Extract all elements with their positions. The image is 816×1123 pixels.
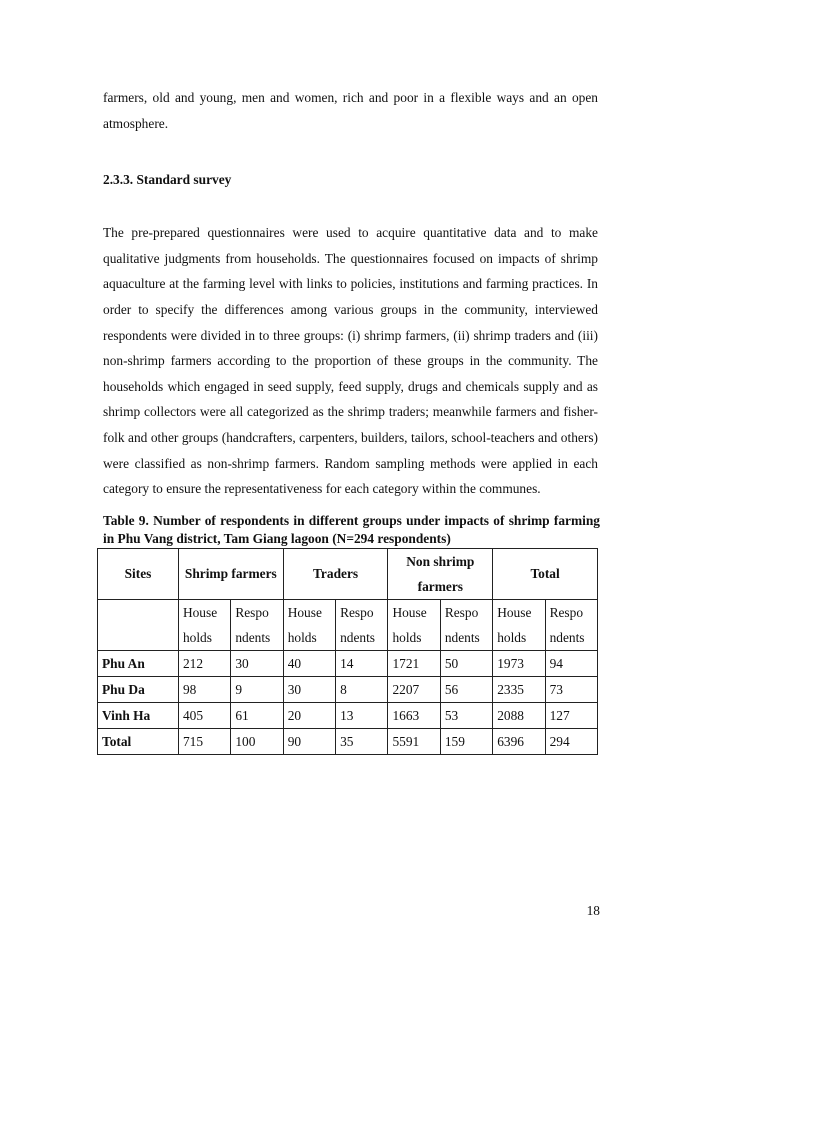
cell-total-households: 1973 bbox=[493, 650, 545, 676]
table-subheader-row bbox=[98, 599, 598, 650]
cell-shrimp-respondents: 100 bbox=[231, 728, 283, 754]
respondents-table bbox=[97, 548, 598, 755]
cell-shrimp-households: 715 bbox=[178, 728, 230, 754]
cell-total-households: 6396 bbox=[493, 728, 545, 754]
subheader-respondents: Respo ndents bbox=[545, 599, 597, 650]
cell-nonshrimp-households: 2207 bbox=[388, 676, 440, 702]
subheader-respondents: Respo ndents bbox=[336, 599, 388, 650]
cell-nonshrimp-households: 1663 bbox=[388, 702, 440, 728]
row-site: Vinh Ha bbox=[98, 702, 179, 728]
subheader-households: House holds bbox=[283, 599, 335, 650]
table-row-total bbox=[98, 728, 598, 754]
cell-total-households: 2088 bbox=[493, 702, 545, 728]
row-site: Phu An bbox=[98, 650, 179, 676]
cell-total-respondents: 294 bbox=[545, 728, 597, 754]
page-content bbox=[103, 85, 598, 755]
subheader-households: House holds bbox=[493, 599, 545, 650]
cell-traders-respondents: 35 bbox=[336, 728, 388, 754]
cell-traders-households: 30 bbox=[283, 676, 335, 702]
cell-nonshrimp-respondents: 53 bbox=[440, 702, 492, 728]
cell-shrimp-households: 98 bbox=[178, 676, 230, 702]
cell-total-respondents: 127 bbox=[545, 702, 597, 728]
subheader-respondents: Respo ndents bbox=[231, 599, 283, 650]
cell-traders-respondents: 13 bbox=[336, 702, 388, 728]
cell-nonshrimp-respondents: 50 bbox=[440, 650, 492, 676]
subheader-households: House holds bbox=[178, 599, 230, 650]
header-sites: Sites bbox=[98, 548, 179, 599]
table-row bbox=[98, 650, 598, 676]
cell-shrimp-households: 212 bbox=[178, 650, 230, 676]
table-row bbox=[98, 676, 598, 702]
subheader-empty bbox=[98, 599, 179, 650]
cell-shrimp-respondents: 9 bbox=[231, 676, 283, 702]
subheader-households: House holds bbox=[388, 599, 440, 650]
cell-total-respondents: 73 bbox=[545, 676, 597, 702]
row-site: Phu Da bbox=[98, 676, 179, 702]
cell-shrimp-respondents: 30 bbox=[231, 650, 283, 676]
subheader-respondents: Respo ndents bbox=[440, 599, 492, 650]
cell-traders-respondents: 8 bbox=[336, 676, 388, 702]
cell-shrimp-households: 405 bbox=[178, 702, 230, 728]
cell-shrimp-respondents: 61 bbox=[231, 702, 283, 728]
header-non-shrimp-farmers: Non shrimp farmers bbox=[388, 548, 493, 599]
table-row bbox=[98, 702, 598, 728]
cell-nonshrimp-respondents: 56 bbox=[440, 676, 492, 702]
table-caption: Table 9. Number of respondents in different groups under impacts of shrimp farming in Phu Vang district, Tam Giang lagoon (N=294 respondents) bbox=[103, 512, 600, 546]
header-shrimp-farmers: Shrimp farmers bbox=[178, 548, 283, 599]
cell-traders-households: 90 bbox=[283, 728, 335, 754]
cell-traders-respondents: 14 bbox=[336, 650, 388, 676]
cell-traders-households: 40 bbox=[283, 650, 335, 676]
header-traders: Traders bbox=[283, 548, 388, 599]
cell-nonshrimp-respondents: 159 bbox=[440, 728, 492, 754]
cell-total-households: 2335 bbox=[493, 676, 545, 702]
cell-nonshrimp-households: 1721 bbox=[388, 650, 440, 676]
row-site: Total bbox=[98, 728, 179, 754]
table-header-row bbox=[98, 548, 598, 599]
page-number: 18 bbox=[586, 903, 600, 918]
cell-nonshrimp-households: 5591 bbox=[388, 728, 440, 754]
cell-traders-households: 20 bbox=[283, 702, 335, 728]
paragraph-intro: farmers, old and young, men and women, rich and poor in a flexible ways and an open atmosphere. bbox=[103, 90, 598, 131]
section-heading: 2.3.3. Standard survey bbox=[103, 172, 232, 188]
header-total: Total bbox=[493, 548, 598, 599]
cell-total-respondents: 94 bbox=[545, 650, 597, 676]
paragraph-survey: The pre-prepared questionnaires were used to acquire quantitative data and to make qualitative judgments from households. The questionnaires focused on impacts of shrimp aquaculture at the farming level with links to policies, institutions and farming practices. In order to specify the differences among various groups in the community, interviewed respondents were divided in to three groups: (i) shrimp farmers, (ii) shrimp traders and (iii) non-shrimp farmers according to the proportion of these groups in the community. The households which engaged in seed supply, feed supply, drugs and chemicals supply and as shrimp collectors were all categorized as the shrimp traders; meanwhile farmers and fisher-folk and other groups (handcrafters, carpenters, builders, tailors, school-teachers and others) were classified as non-shrimp farmers. Random sampling methods were applied in each category to ensure the representativeness for each category within the communes. bbox=[103, 225, 598, 497]
